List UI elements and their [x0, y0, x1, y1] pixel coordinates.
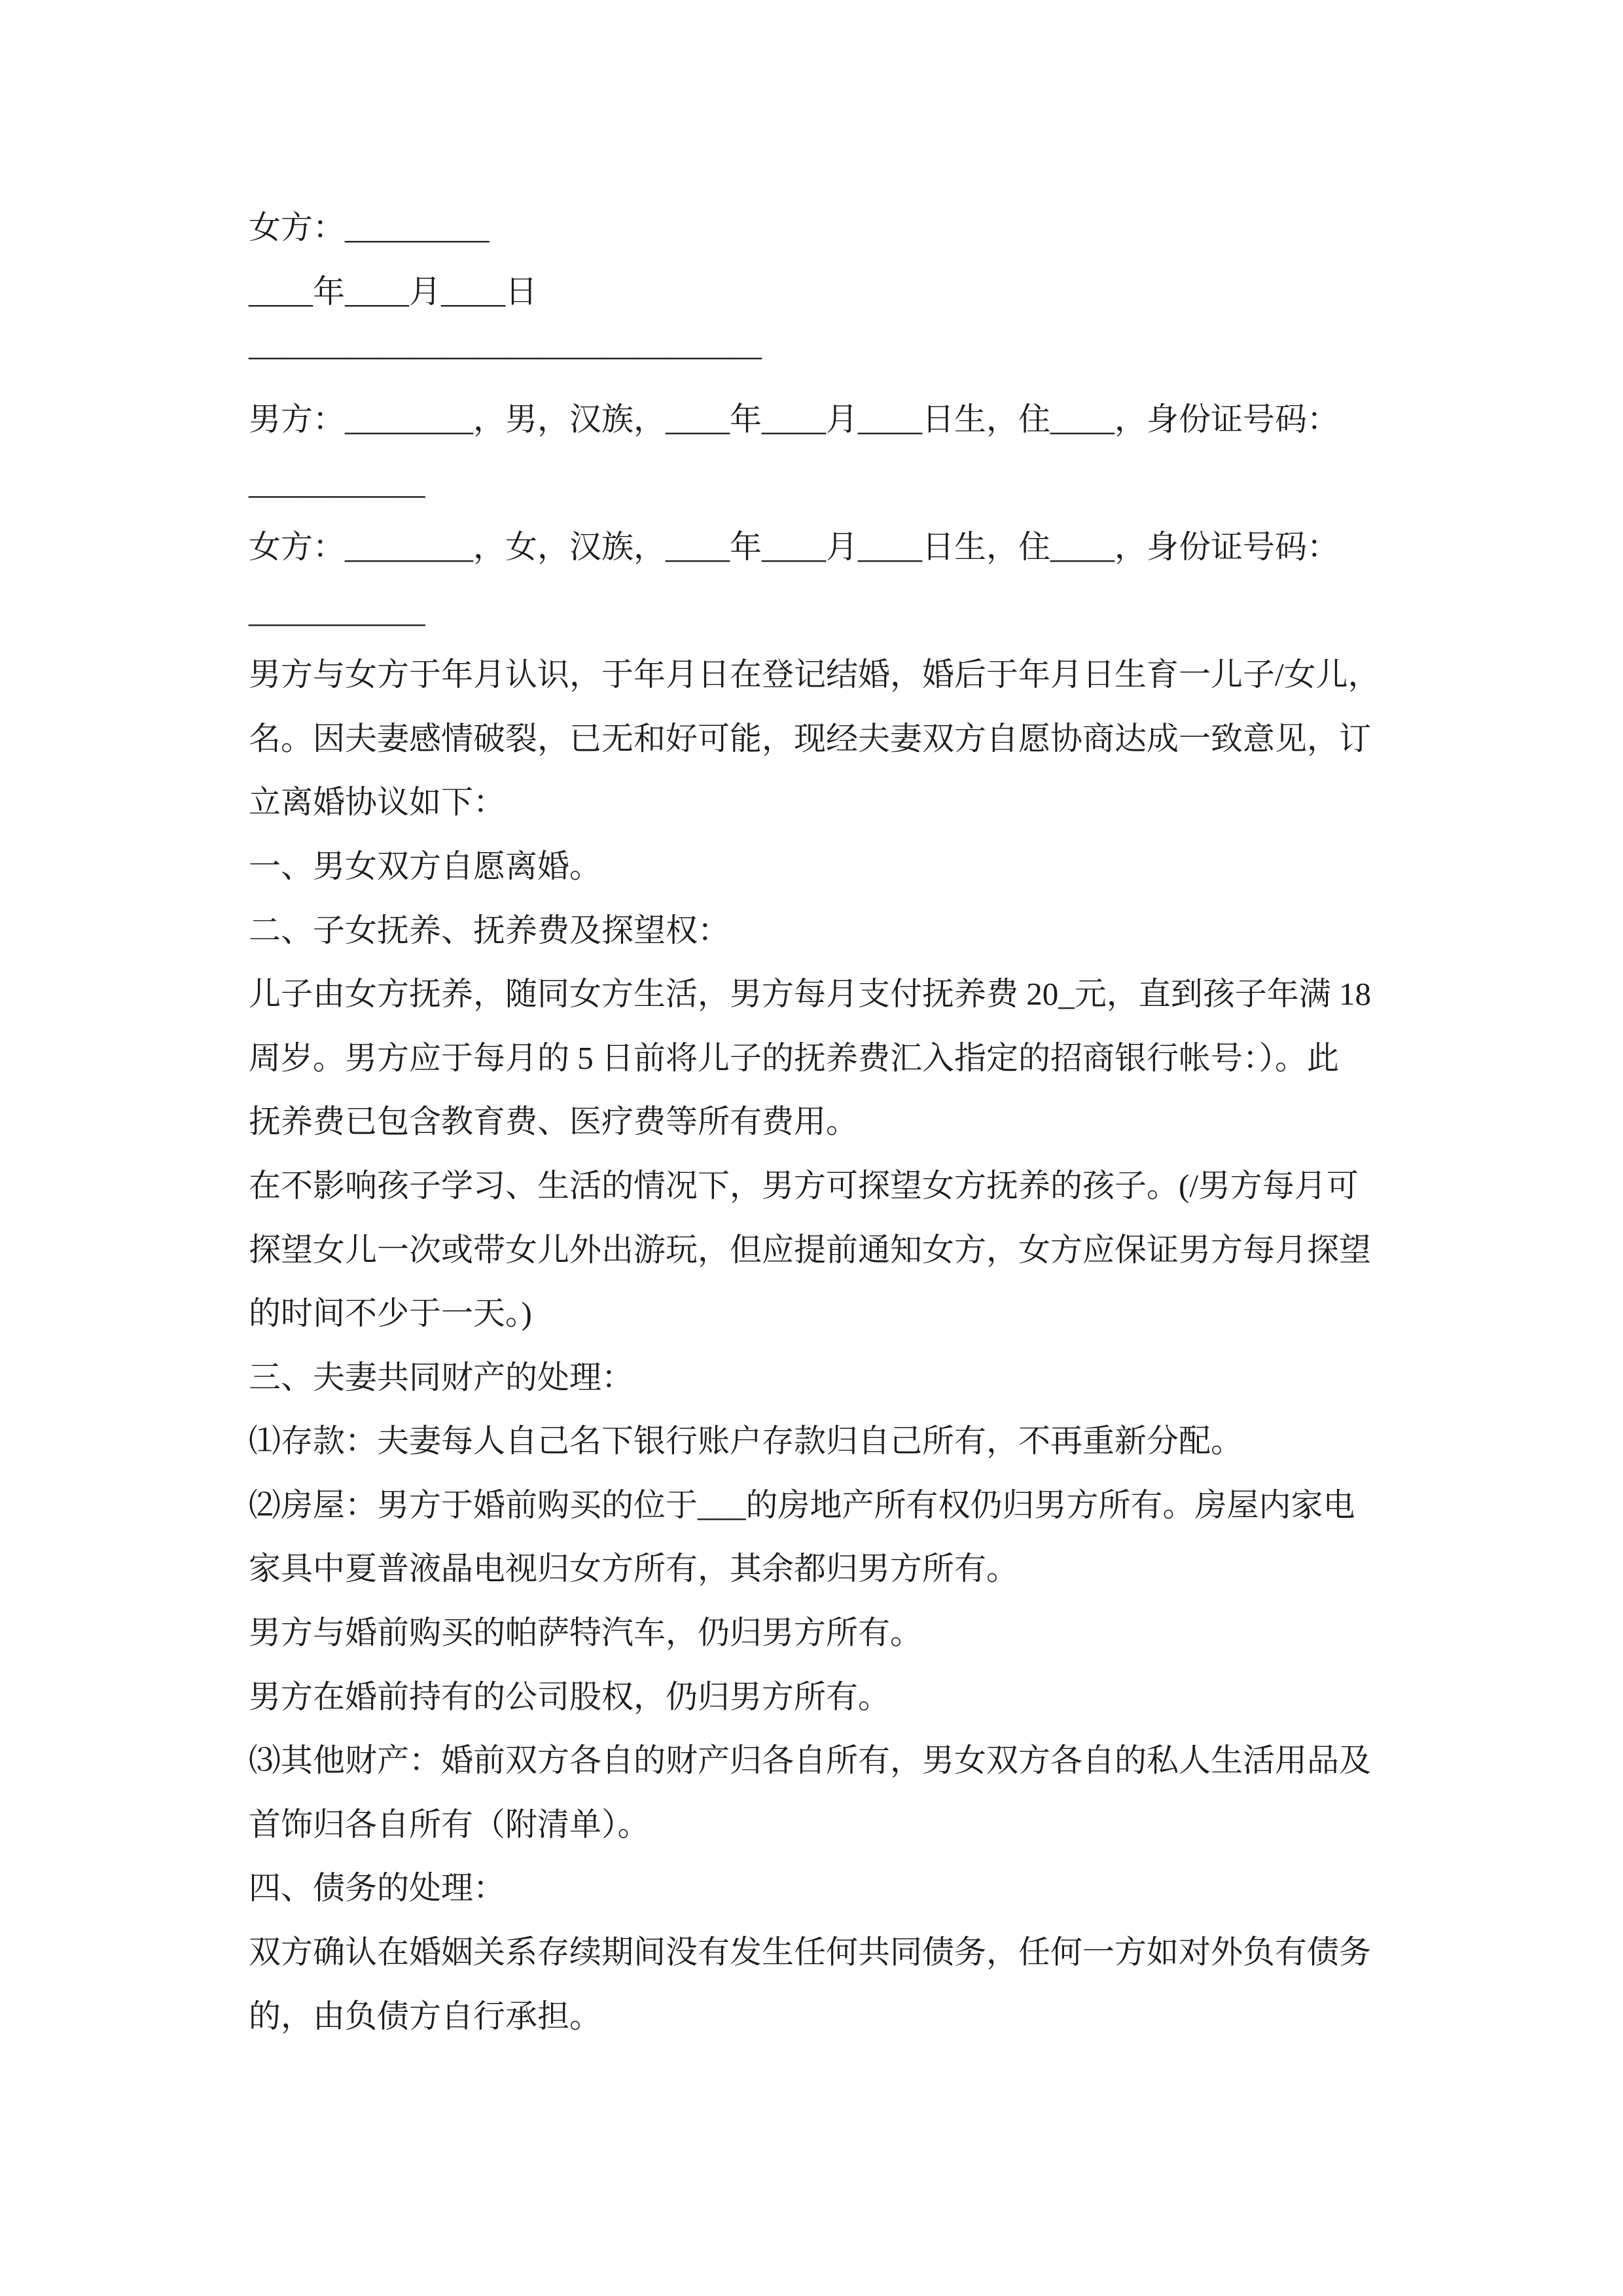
article-text-line: 的，由负债方自行承担。 — [249, 1998, 602, 2034]
article-text-line: 男方在婚前持有的公司股权，仍归男方所有。 — [249, 1678, 891, 1715]
section-separator: ———————————————— — [249, 337, 762, 374]
article-text-line: 周岁。男方应于每月的 5 日前将儿子的抚养费汇入指定的招商银行帐号：）。此 — [249, 1039, 1340, 1076]
female-party-info: 女方：________，女，汉族，____年____月____日生，住____，身份证号码： — [249, 528, 1340, 565]
article-text-line: ⑴存款：夫妻每人自己名下银行账户存款归自己所有，不再重新分配。 — [249, 1423, 1243, 1460]
article-1 — [249, 834, 1440, 899]
preamble-line: 男方与女方于年月认识，于年月日在登记结婚，婚后于年月日生育一儿子/女儿， — [249, 656, 1380, 693]
parties-block — [249, 387, 1440, 643]
article-text-line: 首饰归各自所有（附清单）。 — [249, 1806, 650, 1842]
preamble — [249, 643, 1440, 834]
article-heading: 二、子女抚养、抚养费及探望权： — [249, 912, 730, 948]
female-id-number-blank: ___________ — [249, 592, 425, 629]
article-text-line: 双方确认在婚姻关系存续期间没有发生任何共同债务，任何一方如对外负有债务 — [249, 1934, 1372, 1971]
signature-date-line: ____年____月____日 — [249, 273, 538, 310]
article-text-line: 的时间不少于一天。) — [249, 1295, 532, 1332]
female-signature-line: 女方：_________ — [249, 209, 490, 245]
article-text-line: 探望女儿一次或带女儿外出游玩，但应提前通知女方，女方应保证男方每月探望 — [249, 1231, 1372, 1268]
preamble-line: 立离婚协议如下： — [249, 784, 506, 821]
article-heading: 一、男女双方自愿离婚。 — [249, 848, 602, 884]
preamble-line: 名。因夫妻感情破裂，已无和好可能，现经夫妻双方自愿协商达成一致意见，订 — [249, 720, 1372, 757]
signature-block — [249, 196, 1440, 323]
article-text-line: 男方与婚前购买的帕萨特汽车，仍归男方所有。 — [249, 1615, 923, 1651]
article-text-line: ⑵房屋：男方于婚前购买的位于___的房地产所有权仍归男方所有。房屋内家电 — [249, 1486, 1355, 1523]
male-id-number-blank: ___________ — [249, 465, 425, 501]
article-4 — [249, 1856, 1440, 2048]
male-party-info: 男方：________，男，汉族，____年____月____日生，住____，身份证号码： — [249, 401, 1340, 437]
article-text-line: 在不影响孩子学习、生活的情况下，男方可探望女方抚养的孩子。(/男方每月可 — [249, 1167, 1359, 1204]
article-text-line: ⑶其他财产：婚前双方各自的财产归各自所有，男女双方各自的私人生活用品及 — [249, 1742, 1372, 1779]
article-3 — [249, 1346, 1440, 1857]
article-2 — [249, 899, 1440, 1346]
article-text-line: 家具中夏普液晶电视归女方所有，其余都归男方所有。 — [249, 1551, 1019, 1587]
article-heading: 三、夫妻共同财产的处理： — [249, 1359, 634, 1395]
article-heading: 四、债务的处理： — [249, 1870, 506, 1907]
article-text-line: 抚养费已包含教育费、医疗费等所有费用。 — [249, 1103, 859, 1140]
document-page — [249, 196, 1440, 2048]
article-text-line: 儿子由女方抚养，随同女方生活，男方每月支付抚养费 20_元，直到孩子年满 18 — [249, 976, 1372, 1013]
